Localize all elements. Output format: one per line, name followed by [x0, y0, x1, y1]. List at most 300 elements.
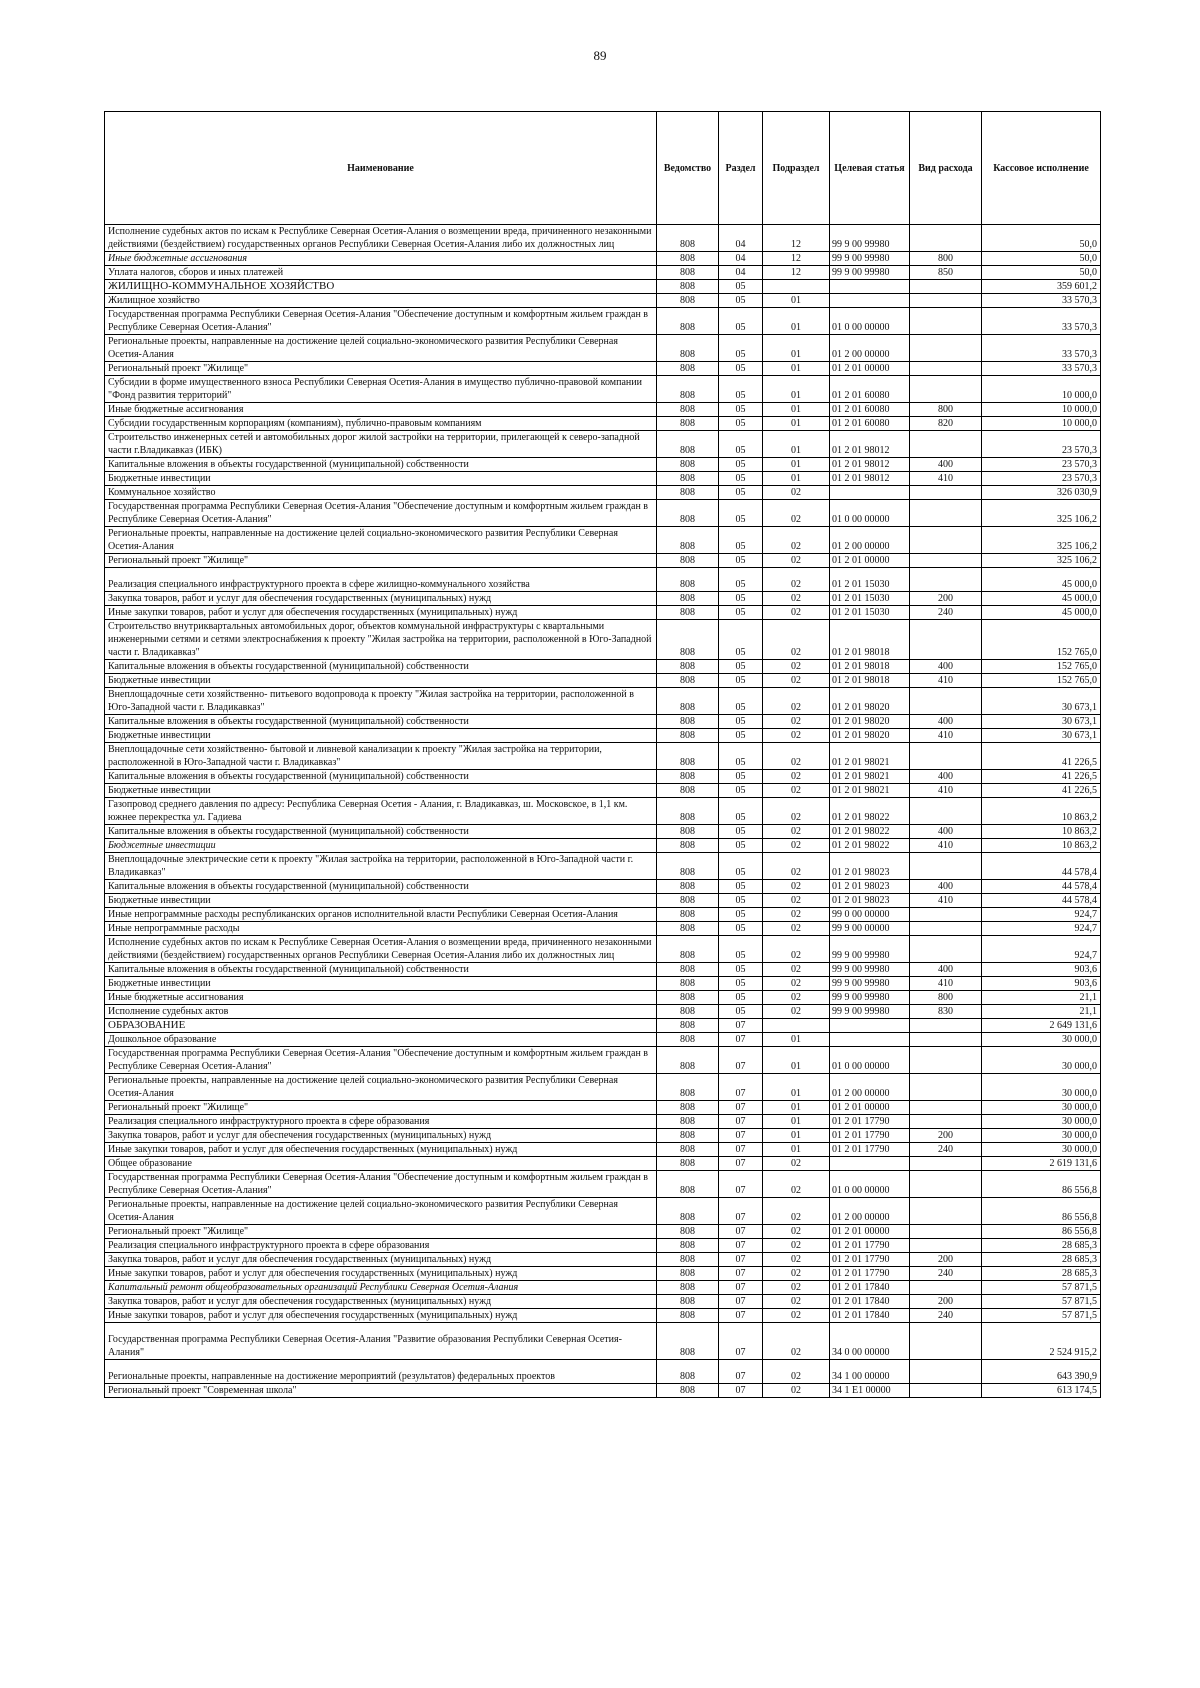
- row-cash-execution: 10 000,0: [982, 376, 1101, 403]
- row-subsection: 01: [763, 1033, 830, 1047]
- row-target-article: 99 9 00 99980: [830, 977, 910, 991]
- row-target-article: 99 0 00 00000: [830, 908, 910, 922]
- row-department: 808: [657, 1384, 719, 1398]
- row-department: 808: [657, 908, 719, 922]
- row-target-article: 01 2 01 98023: [830, 894, 910, 908]
- row-expense-type: 240: [910, 606, 982, 620]
- row-expense-type: [910, 527, 982, 554]
- row-subsection: 02: [763, 1267, 830, 1281]
- row-name: Иные бюджетные ассигнования: [105, 991, 657, 1005]
- row-name: Закупка товаров, работ и услуг для обеспечения государственных (муниципальных) нужд: [105, 1253, 657, 1267]
- row-expense-type: 200: [910, 1129, 982, 1143]
- row-name: Государственная программа Республики Северная Осетия-Алания "Обеспечение доступным и комфортным жильем граждан в Республике Северная Осетия-Алания": [105, 1171, 657, 1198]
- row-expense-type: 410: [910, 894, 982, 908]
- row-section: 05: [719, 403, 763, 417]
- row-subsection: 12: [763, 225, 830, 252]
- row-target-article: 01 0 00 00000: [830, 1047, 910, 1074]
- row-cash-execution: 325 106,2: [982, 554, 1101, 568]
- row-subsection: 02: [763, 1323, 830, 1360]
- row-cash-execution: 30 000,0: [982, 1101, 1101, 1115]
- row-name: Иные непрограммные расходы: [105, 922, 657, 936]
- row-target-article: 01 2 01 98020: [830, 729, 910, 743]
- row-target-article: 99 9 00 99980: [830, 252, 910, 266]
- row-expense-type: [910, 853, 982, 880]
- table-row: [105, 266, 1101, 280]
- row-department: 808: [657, 839, 719, 853]
- row-section: 05: [719, 825, 763, 839]
- row-expense-type: 410: [910, 839, 982, 853]
- row-section: 07: [719, 1047, 763, 1074]
- row-expense-type: [910, 431, 982, 458]
- row-name: Капитальные вложения в объекты государственной (муниципальной) собственности: [105, 880, 657, 894]
- table-row: [105, 1239, 1101, 1253]
- row-name: Закупка товаров, работ и услуг для обеспечения государственных (муниципальных) нужд: [105, 1295, 657, 1309]
- row-cash-execution: 45 000,0: [982, 592, 1101, 606]
- row-target-article: 01 2 01 98023: [830, 853, 910, 880]
- row-section: 07: [719, 1360, 763, 1384]
- row-target-article: 01 2 01 98018: [830, 674, 910, 688]
- row-subsection: 02: [763, 743, 830, 770]
- row-section: 05: [719, 335, 763, 362]
- row-expense-type: [910, 1019, 982, 1033]
- row-expense-type: [910, 308, 982, 335]
- row-expense-type: [910, 1074, 982, 1101]
- header-subsection: Подраздел: [763, 112, 830, 225]
- row-expense-type: [910, 554, 982, 568]
- row-name: Строительство внутриквартальных автомобильных дорог, объектов коммунальной инфраструктуры с квартальными инженерными сетями и сетями электроснабжения к проекту "Жилая застройка на территории, расположенной в Юго-Западной части г. Владикавказ": [105, 620, 657, 660]
- table-row: [105, 1074, 1101, 1101]
- row-name: Бюджетные инвестиции: [105, 729, 657, 743]
- row-name: Субсидии в форме имущественного взноса Республики Северная Осетия-Алания в имущество публично-правовой компании "Фонд развития территорий": [105, 376, 657, 403]
- row-name: Региональный проект "Жилище": [105, 1101, 657, 1115]
- row-cash-execution: 45 000,0: [982, 568, 1101, 592]
- row-cash-execution: 613 174,5: [982, 1384, 1101, 1398]
- table-row: [105, 936, 1101, 963]
- row-name: Региональные проекты, направленные на достижение целей социально-экономического развития Республики Северная Осетия-Алания: [105, 527, 657, 554]
- table-row: [105, 335, 1101, 362]
- row-department: 808: [657, 715, 719, 729]
- row-department: 808: [657, 729, 719, 743]
- table-row: [105, 1129, 1101, 1143]
- row-section: 05: [719, 991, 763, 1005]
- row-section: 05: [719, 362, 763, 376]
- row-cash-execution: 23 570,3: [982, 472, 1101, 486]
- table-row: [105, 486, 1101, 500]
- row-department: 808: [657, 770, 719, 784]
- row-subsection: 02: [763, 798, 830, 825]
- header-name: Наименование: [105, 112, 657, 225]
- row-department: 808: [657, 784, 719, 798]
- row-cash-execution: 41 226,5: [982, 784, 1101, 798]
- row-expense-type: [910, 1047, 982, 1074]
- row-section: 05: [719, 894, 763, 908]
- row-name: Бюджетные инвестиции: [105, 894, 657, 908]
- row-expense-type: [910, 1171, 982, 1198]
- row-subsection: 01: [763, 1129, 830, 1143]
- row-department: 808: [657, 1143, 719, 1157]
- row-section: 07: [719, 1157, 763, 1171]
- row-expense-type: 400: [910, 825, 982, 839]
- row-department: 808: [657, 431, 719, 458]
- row-target-article: 34 1 00 00000: [830, 1360, 910, 1384]
- row-cash-execution: 30 673,1: [982, 688, 1101, 715]
- table-row: [105, 674, 1101, 688]
- row-subsection: 02: [763, 1171, 830, 1198]
- row-department: 808: [657, 880, 719, 894]
- row-subsection: 02: [763, 500, 830, 527]
- row-subsection: 01: [763, 403, 830, 417]
- row-section: 05: [719, 798, 763, 825]
- table-row: [105, 1005, 1101, 1019]
- row-section: 05: [719, 500, 763, 527]
- row-target-article: [830, 1019, 910, 1033]
- table-row: [105, 1295, 1101, 1309]
- row-name: Бюджетные инвестиции: [105, 784, 657, 798]
- row-target-article: 01 2 01 15030: [830, 592, 910, 606]
- row-department: 808: [657, 486, 719, 500]
- row-subsection: 02: [763, 620, 830, 660]
- row-subsection: 02: [763, 1360, 830, 1384]
- table-row: [105, 1033, 1101, 1047]
- row-cash-execution: 152 765,0: [982, 620, 1101, 660]
- row-expense-type: 200: [910, 592, 982, 606]
- row-cash-execution: 359 601,2: [982, 280, 1101, 294]
- row-name: Региональный проект "Жилище": [105, 554, 657, 568]
- row-subsection: 01: [763, 376, 830, 403]
- row-cash-execution: 23 570,3: [982, 431, 1101, 458]
- row-target-article: [830, 1157, 910, 1171]
- table-row: [105, 825, 1101, 839]
- row-expense-type: 800: [910, 403, 982, 417]
- row-section: 07: [719, 1384, 763, 1398]
- row-subsection: 02: [763, 715, 830, 729]
- row-section: 05: [719, 472, 763, 486]
- row-expense-type: [910, 1323, 982, 1360]
- row-department: 808: [657, 403, 719, 417]
- row-expense-type: [910, 1239, 982, 1253]
- row-expense-type: [910, 362, 982, 376]
- row-expense-type: 830: [910, 1005, 982, 1019]
- row-target-article: [830, 1033, 910, 1047]
- table-row: [105, 977, 1101, 991]
- table-row: [105, 1384, 1101, 1398]
- row-department: 808: [657, 936, 719, 963]
- row-target-article: 01 2 01 17790: [830, 1115, 910, 1129]
- row-section: 07: [719, 1239, 763, 1253]
- row-name: Региональные проекты, направленные на достижение целей социально-экономического развития Республики Северная Осетия-Алания: [105, 335, 657, 362]
- row-department: 808: [657, 1005, 719, 1019]
- row-subsection: 01: [763, 294, 830, 308]
- table-row: [105, 1267, 1101, 1281]
- row-expense-type: [910, 1033, 982, 1047]
- row-target-article: [830, 280, 910, 294]
- row-name: Исполнение судебных актов по искам к Республике Северная Осетия-Алания о возмещении вреда, причиненного незаконными действиями (бездействием) государственных органов Республики Северная Осетия-Алания либо их должностных лиц: [105, 225, 657, 252]
- row-cash-execution: 2 649 131,6: [982, 1019, 1101, 1033]
- row-expense-type: 400: [910, 770, 982, 784]
- row-department: 808: [657, 458, 719, 472]
- row-subsection: 02: [763, 922, 830, 936]
- row-cash-execution: 325 106,2: [982, 500, 1101, 527]
- row-target-article: 01 2 01 17790: [830, 1267, 910, 1281]
- row-target-article: 01 2 00 00000: [830, 1198, 910, 1225]
- row-expense-type: 240: [910, 1309, 982, 1323]
- row-name: Реализация специального инфраструктурного проекта в сфере образования: [105, 1115, 657, 1129]
- row-section: 07: [719, 1309, 763, 1323]
- row-expense-type: [910, 486, 982, 500]
- row-name: Бюджетные инвестиции: [105, 977, 657, 991]
- row-expense-type: 410: [910, 472, 982, 486]
- row-cash-execution: 30 673,1: [982, 715, 1101, 729]
- table-row: [105, 991, 1101, 1005]
- row-cash-execution: 10 863,2: [982, 839, 1101, 853]
- row-subsection: 02: [763, 486, 830, 500]
- row-cash-execution: 325 106,2: [982, 527, 1101, 554]
- row-expense-type: [910, 743, 982, 770]
- row-section: 05: [719, 527, 763, 554]
- row-subsection: 02: [763, 936, 830, 963]
- row-expense-type: [910, 1101, 982, 1115]
- row-expense-type: 400: [910, 458, 982, 472]
- row-target-article: 01 2 01 98022: [830, 798, 910, 825]
- row-expense-type: 400: [910, 963, 982, 977]
- row-expense-type: 240: [910, 1267, 982, 1281]
- table-row: [105, 620, 1101, 660]
- row-target-article: 01 2 01 60080: [830, 376, 910, 403]
- row-target-article: 01 0 00 00000: [830, 500, 910, 527]
- table-row: [105, 853, 1101, 880]
- row-name: Капитальные вложения в объекты государственной (муниципальной) собственности: [105, 458, 657, 472]
- row-name: Государственная программа Республики Северная Осетия-Алания "Обеспечение доступным и комфортным жильем граждан в Республике Северная Осетия-Алания": [105, 308, 657, 335]
- row-target-article: 99 9 00 99980: [830, 225, 910, 252]
- row-name: Региональные проекты, направленные на достижение мероприятий (результатов) федеральных проектов: [105, 1360, 657, 1384]
- row-name: Капитальные вложения в объекты государственной (муниципальной) собственности: [105, 660, 657, 674]
- row-name: Субсидии государственным корпорациям (компаниям), публично-правовым компаниям: [105, 417, 657, 431]
- row-target-article: 99 9 00 99980: [830, 266, 910, 280]
- row-cash-execution: 23 570,3: [982, 458, 1101, 472]
- table-header-row: [105, 112, 1101, 225]
- row-expense-type: [910, 294, 982, 308]
- row-target-article: 01 2 01 98018: [830, 660, 910, 674]
- row-expense-type: 800: [910, 252, 982, 266]
- table-row: [105, 1019, 1101, 1033]
- row-department: 808: [657, 743, 719, 770]
- table-row: [105, 568, 1101, 592]
- row-name: Закупка товаров, работ и услуг для обеспечения государственных (муниципальных) нужд: [105, 592, 657, 606]
- row-name: Капитальные вложения в объекты государственной (муниципальной) собственности: [105, 770, 657, 784]
- row-cash-execution: 152 765,0: [982, 660, 1101, 674]
- row-department: 808: [657, 1019, 719, 1033]
- row-subsection: 02: [763, 770, 830, 784]
- row-target-article: 01 2 01 60080: [830, 417, 910, 431]
- row-expense-type: 400: [910, 880, 982, 894]
- row-target-article: 01 2 01 98020: [830, 715, 910, 729]
- row-subsection: 02: [763, 1239, 830, 1253]
- row-department: 808: [657, 674, 719, 688]
- row-name: Региональный проект "Жилище": [105, 362, 657, 376]
- row-subsection: 02: [763, 527, 830, 554]
- row-subsection: 02: [763, 963, 830, 977]
- row-subsection: 12: [763, 266, 830, 280]
- budget-execution-table: [104, 111, 1101, 1398]
- row-name: Региональный проект "Жилище": [105, 1225, 657, 1239]
- row-department: 808: [657, 225, 719, 252]
- row-expense-type: 200: [910, 1295, 982, 1309]
- row-section: 05: [719, 853, 763, 880]
- row-department: 808: [657, 660, 719, 674]
- row-name: Строительство инженерных сетей и автомобильных дорог жилой застройки на территории, прилегающей к северо-западной части г.Владикавказ (ИБК): [105, 431, 657, 458]
- row-section: 07: [719, 1033, 763, 1047]
- row-department: 808: [657, 853, 719, 880]
- row-target-article: 99 9 00 00000: [830, 922, 910, 936]
- row-expense-type: [910, 280, 982, 294]
- row-name: Капитальный ремонт общеобразовательных организаций Республики Северная Осетия-Алания: [105, 1281, 657, 1295]
- row-department: 808: [657, 554, 719, 568]
- row-section: 07: [719, 1323, 763, 1360]
- row-target-article: [830, 294, 910, 308]
- row-subsection: 02: [763, 660, 830, 674]
- row-name: Региональные проекты, направленные на достижение целей социально-экономического развития Республики Северная Осетия-Алания: [105, 1198, 657, 1225]
- row-cash-execution: 28 685,3: [982, 1253, 1101, 1267]
- table-row: [105, 660, 1101, 674]
- row-target-article: 99 9 00 99980: [830, 963, 910, 977]
- table-row: [105, 1047, 1101, 1074]
- table-row: [105, 1101, 1101, 1115]
- row-expense-type: [910, 798, 982, 825]
- row-expense-type: 200: [910, 1253, 982, 1267]
- row-section: 07: [719, 1074, 763, 1101]
- table-body: [105, 225, 1101, 1398]
- row-department: 808: [657, 977, 719, 991]
- row-expense-type: [910, 908, 982, 922]
- row-cash-execution: 21,1: [982, 991, 1101, 1005]
- row-cash-execution: 10 863,2: [982, 798, 1101, 825]
- row-target-article: 01 2 01 17790: [830, 1129, 910, 1143]
- row-department: 808: [657, 1101, 719, 1115]
- row-cash-execution: 10 863,2: [982, 825, 1101, 839]
- row-name: Бюджетные инвестиции: [105, 472, 657, 486]
- row-section: 05: [719, 770, 763, 784]
- row-section: 07: [719, 1171, 763, 1198]
- row-name: Иные закупки товаров, работ и услуг для обеспечения государственных (муниципальных) нужд: [105, 606, 657, 620]
- row-section: 05: [719, 458, 763, 472]
- row-target-article: 01 2 01 98012: [830, 458, 910, 472]
- row-name: Жилищное хозяйство: [105, 294, 657, 308]
- row-department: 808: [657, 472, 719, 486]
- row-name: Иные бюджетные ассигнования: [105, 403, 657, 417]
- row-target-article: 01 2 01 17840: [830, 1281, 910, 1295]
- table-row: [105, 362, 1101, 376]
- row-expense-type: 410: [910, 784, 982, 798]
- row-expense-type: 410: [910, 977, 982, 991]
- row-target-article: 01 2 01 00000: [830, 362, 910, 376]
- table-row: [105, 784, 1101, 798]
- table-row: [105, 554, 1101, 568]
- row-subsection: 02: [763, 1225, 830, 1239]
- row-cash-execution: 57 871,5: [982, 1309, 1101, 1323]
- row-department: 808: [657, 1225, 719, 1239]
- row-name: Региональные проекты, направленные на достижение целей социально-экономического развития Республики Северная Осетия-Алания: [105, 1074, 657, 1101]
- row-subsection: 02: [763, 1198, 830, 1225]
- row-name: Иные закупки товаров, работ и услуг для обеспечения государственных (муниципальных) нужд: [105, 1143, 657, 1157]
- row-cash-execution: 10 000,0: [982, 417, 1101, 431]
- row-section: 05: [719, 880, 763, 894]
- table-row: [105, 225, 1101, 252]
- table-row: [105, 688, 1101, 715]
- row-department: 808: [657, 963, 719, 977]
- row-expense-type: [910, 225, 982, 252]
- row-cash-execution: 33 570,3: [982, 335, 1101, 362]
- table-row: [105, 922, 1101, 936]
- row-subsection: 02: [763, 729, 830, 743]
- row-expense-type: [910, 688, 982, 715]
- row-name: Региональный проект "Современная школа": [105, 1384, 657, 1398]
- row-subsection: 01: [763, 362, 830, 376]
- table-row: [105, 294, 1101, 308]
- row-section: 07: [719, 1198, 763, 1225]
- row-expense-type: [910, 936, 982, 963]
- header-section: Раздел: [719, 112, 763, 225]
- row-subsection: 01: [763, 1047, 830, 1074]
- row-section: 05: [719, 620, 763, 660]
- row-subsection: 01: [763, 431, 830, 458]
- row-target-article: 01 2 01 00000: [830, 554, 910, 568]
- row-subsection: 02: [763, 784, 830, 798]
- row-section: 05: [719, 743, 763, 770]
- budget-table-container: [104, 111, 1100, 1398]
- row-department: 808: [657, 1239, 719, 1253]
- row-expense-type: 400: [910, 660, 982, 674]
- row-target-article: 01 2 01 00000: [830, 1225, 910, 1239]
- row-name: Реализация специального инфраструктурного проекта в сфере образования: [105, 1239, 657, 1253]
- row-subsection: 01: [763, 417, 830, 431]
- row-target-article: 01 2 00 00000: [830, 527, 910, 554]
- row-department: 808: [657, 991, 719, 1005]
- row-department: 808: [657, 606, 719, 620]
- row-name: Исполнение судебных актов: [105, 1005, 657, 1019]
- row-cash-execution: 152 765,0: [982, 674, 1101, 688]
- row-expense-type: 410: [910, 674, 982, 688]
- row-department: 808: [657, 1033, 719, 1047]
- row-section: 05: [719, 660, 763, 674]
- row-department: 808: [657, 1295, 719, 1309]
- row-section: 04: [719, 266, 763, 280]
- row-cash-execution: 30 000,0: [982, 1115, 1101, 1129]
- row-cash-execution: 28 685,3: [982, 1239, 1101, 1253]
- row-subsection: 02: [763, 991, 830, 1005]
- row-section: 05: [719, 977, 763, 991]
- row-expense-type: [910, 500, 982, 527]
- row-section: 05: [719, 431, 763, 458]
- row-department: 808: [657, 362, 719, 376]
- table-row: [105, 715, 1101, 729]
- table-row: [105, 527, 1101, 554]
- row-cash-execution: 30 000,0: [982, 1074, 1101, 1101]
- row-subsection: 02: [763, 880, 830, 894]
- table-row: [105, 592, 1101, 606]
- row-cash-execution: 21,1: [982, 1005, 1101, 1019]
- row-expense-type: [910, 1281, 982, 1295]
- row-cash-execution: 903,6: [982, 977, 1101, 991]
- table-row: [105, 1360, 1101, 1384]
- row-expense-type: [910, 568, 982, 592]
- row-target-article: 01 2 01 60080: [830, 403, 910, 417]
- header-department: Ведомство: [657, 112, 719, 225]
- row-subsection: [763, 1019, 830, 1033]
- table-row: [105, 376, 1101, 403]
- table-row: [105, 1323, 1101, 1360]
- table-row: [105, 1115, 1101, 1129]
- row-department: 808: [657, 417, 719, 431]
